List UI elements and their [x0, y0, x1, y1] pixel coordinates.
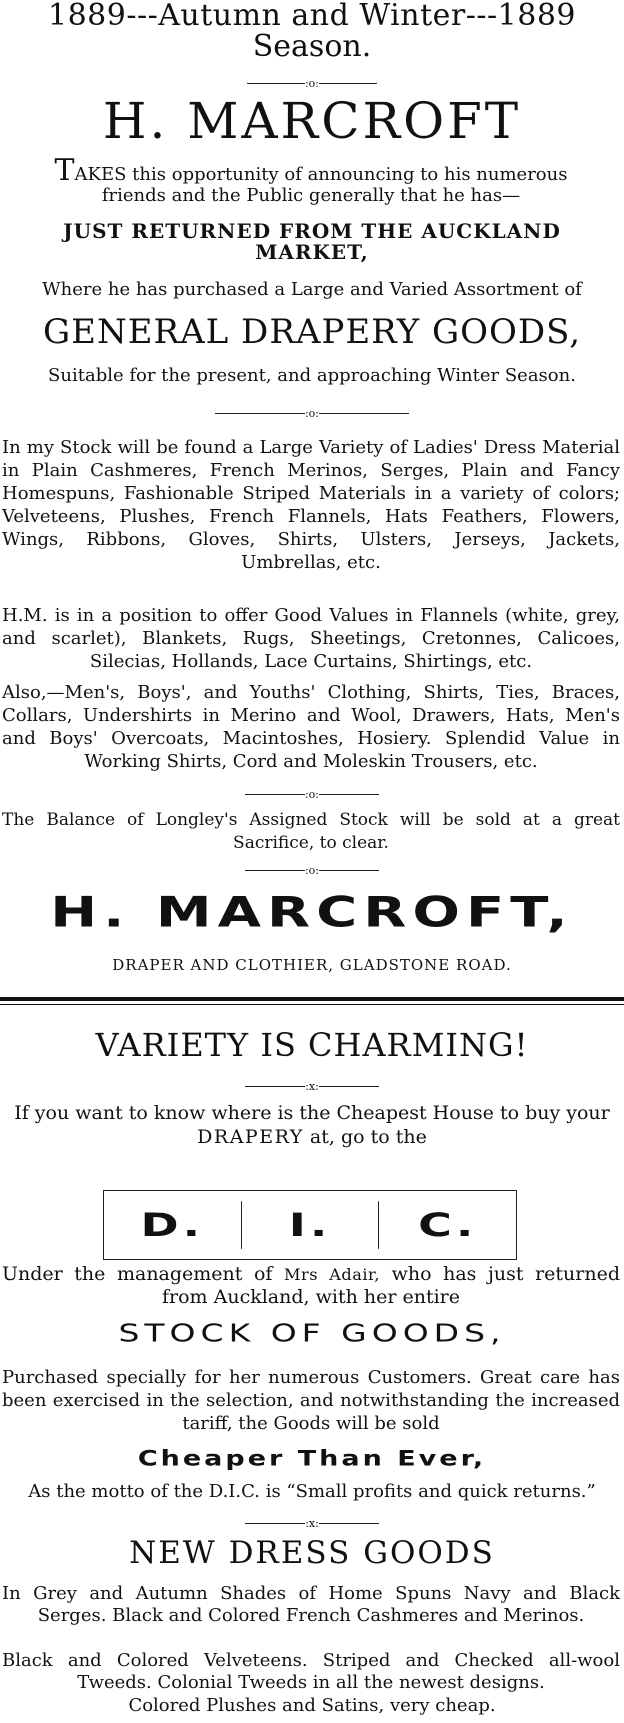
divider-text: :o:	[304, 77, 320, 90]
suitable-line: Suitable for the present, and approaching Winter Season.	[48, 365, 576, 386]
management-after: who has just returned from Auckland, with her entire	[162, 1263, 620, 1308]
divider-text: :o:	[304, 788, 320, 801]
dic-box	[103, 1190, 517, 1260]
cheaper-than-ever: Cheaper Than Ever,	[137, 1446, 487, 1471]
intro-line2: friends and the Public generally that he has—	[101, 185, 521, 206]
divider	[0, 406, 624, 421]
divider-text: :x:	[305, 1080, 319, 1093]
section-divider	[0, 1004, 624, 1005]
drapery-word: DRAPERY	[197, 1126, 304, 1148]
divider-text: :x:	[305, 1517, 319, 1530]
variety-headline: VARIETY IS CHARMING!	[95, 1026, 529, 1064]
signature-address: DRAPER AND CLOTHIER, GLADSTONE ROAD.	[112, 956, 512, 974]
drapery-heading: GENERAL DRAPERY GOODS,	[42, 312, 582, 352]
cheapest-house-line1: If you want to know where is the Cheapest House to buy your	[14, 1102, 610, 1124]
divider-text: :o:	[304, 864, 320, 877]
grey-autumn-paragraph: In Grey and Autumn Shades of Home Spuns Navy and Black Serges. Black and Colored French Cashmeres and Merinos.	[2, 1583, 620, 1626]
go-to-text: at, go to the	[303, 1126, 427, 1148]
season-header-line1: 1889---Autumn and Winter---1889	[47, 0, 576, 33]
advertiser-title: H. MARCROFT	[102, 92, 522, 150]
dic-box-letter-i: I.	[242, 1201, 380, 1249]
purchased-line: Where he has purchased a Large and Varied Assortment of	[42, 279, 582, 300]
just-returned-line1: JUST RETURNED FROM THE AUCKLAND	[63, 219, 561, 243]
motto-line: As the motto of the D.I.C. is “Small profits and quick returns.”	[28, 1481, 596, 1502]
stock-of-goods-heading: STOCK OF GOODS,	[118, 1318, 506, 1348]
divider	[0, 787, 624, 802]
intro-paragraph	[2, 153, 620, 206]
dic-box-letter-c: C.	[418, 1206, 478, 1244]
divider	[0, 863, 624, 878]
season-header-line2: Season.	[252, 29, 372, 64]
values-paragraph: H.M. is in a position to offer Good Values in Flannels (white, grey, and scarlet), Blankets, Rugs, Sheetings, Cretonnes, Calicoes, Silecias, Hollands, Lace Curtains, Shirtings, etc.	[2, 605, 620, 672]
purchased-paragraph: Purchased specially for her numerous Customers. Great care has been exercised in the selection, and notwithstanding the increased tariff, the Goods will be sold	[2, 1367, 620, 1434]
manager-name: Mrs Adair,	[284, 1265, 381, 1284]
intro-line1: AKES this opportunity of announcing to his numerous	[74, 164, 568, 185]
balance-paragraph: The Balance of Longley's Assigned Stock will be sold at a great Sacrifice, to clear.	[2, 810, 620, 853]
divider	[0, 1516, 624, 1531]
new-dress-goods-heading: NEW DRESS GOODS	[129, 1535, 495, 1571]
plushes-line: Colored Plushes and Satins, very cheap.	[128, 1695, 496, 1716]
section-divider	[0, 997, 624, 1001]
dic-box-letter-d: D.	[104, 1201, 242, 1249]
stock-paragraph: In my Stock will be found a Large Variety of Ladies' Dress Material in Plain Cashmeres, French Merinos, Serges, Plain and Fancy Homespuns, Fashionable Striped Materials in a variety of colors; Velveteens, Plushes, French Flannels, Hats Feathers, Flowers, Wings, Ribbons, Gloves, Shirts, Ulsters, Jerseys, Jackets, Umbrellas, etc.	[2, 437, 620, 573]
divider	[0, 1079, 624, 1094]
divider	[0, 76, 624, 91]
management-before: Under the management of	[2, 1263, 285, 1285]
clothing-paragraph: Also,—Men's, Boys', and Youths' Clothing, Shirts, Ties, Braces, Collars, Undershirts in Merino and Wool, Drawers, Hats, Men's and Boys' Overcoats, Macintoshes, Hosiery. Splendid Value in Working Shirts, Cord and Moleskin Trousers, etc.	[2, 682, 620, 772]
velveteens-paragraph: Black and Colored Velveteens. Striped and Checked all-wool Tweeds. Colonial Tweeds in all the newest designs.	[2, 1650, 620, 1693]
drop-cap: T	[54, 153, 75, 188]
signature-name: H. MARCROFT,	[50, 888, 574, 937]
just-returned-line2: MARKET,	[255, 240, 369, 264]
cheapest-house-line2	[0, 1125, 624, 1149]
divider-text: :o:	[304, 407, 320, 420]
management-paragraph	[2, 1263, 620, 1309]
